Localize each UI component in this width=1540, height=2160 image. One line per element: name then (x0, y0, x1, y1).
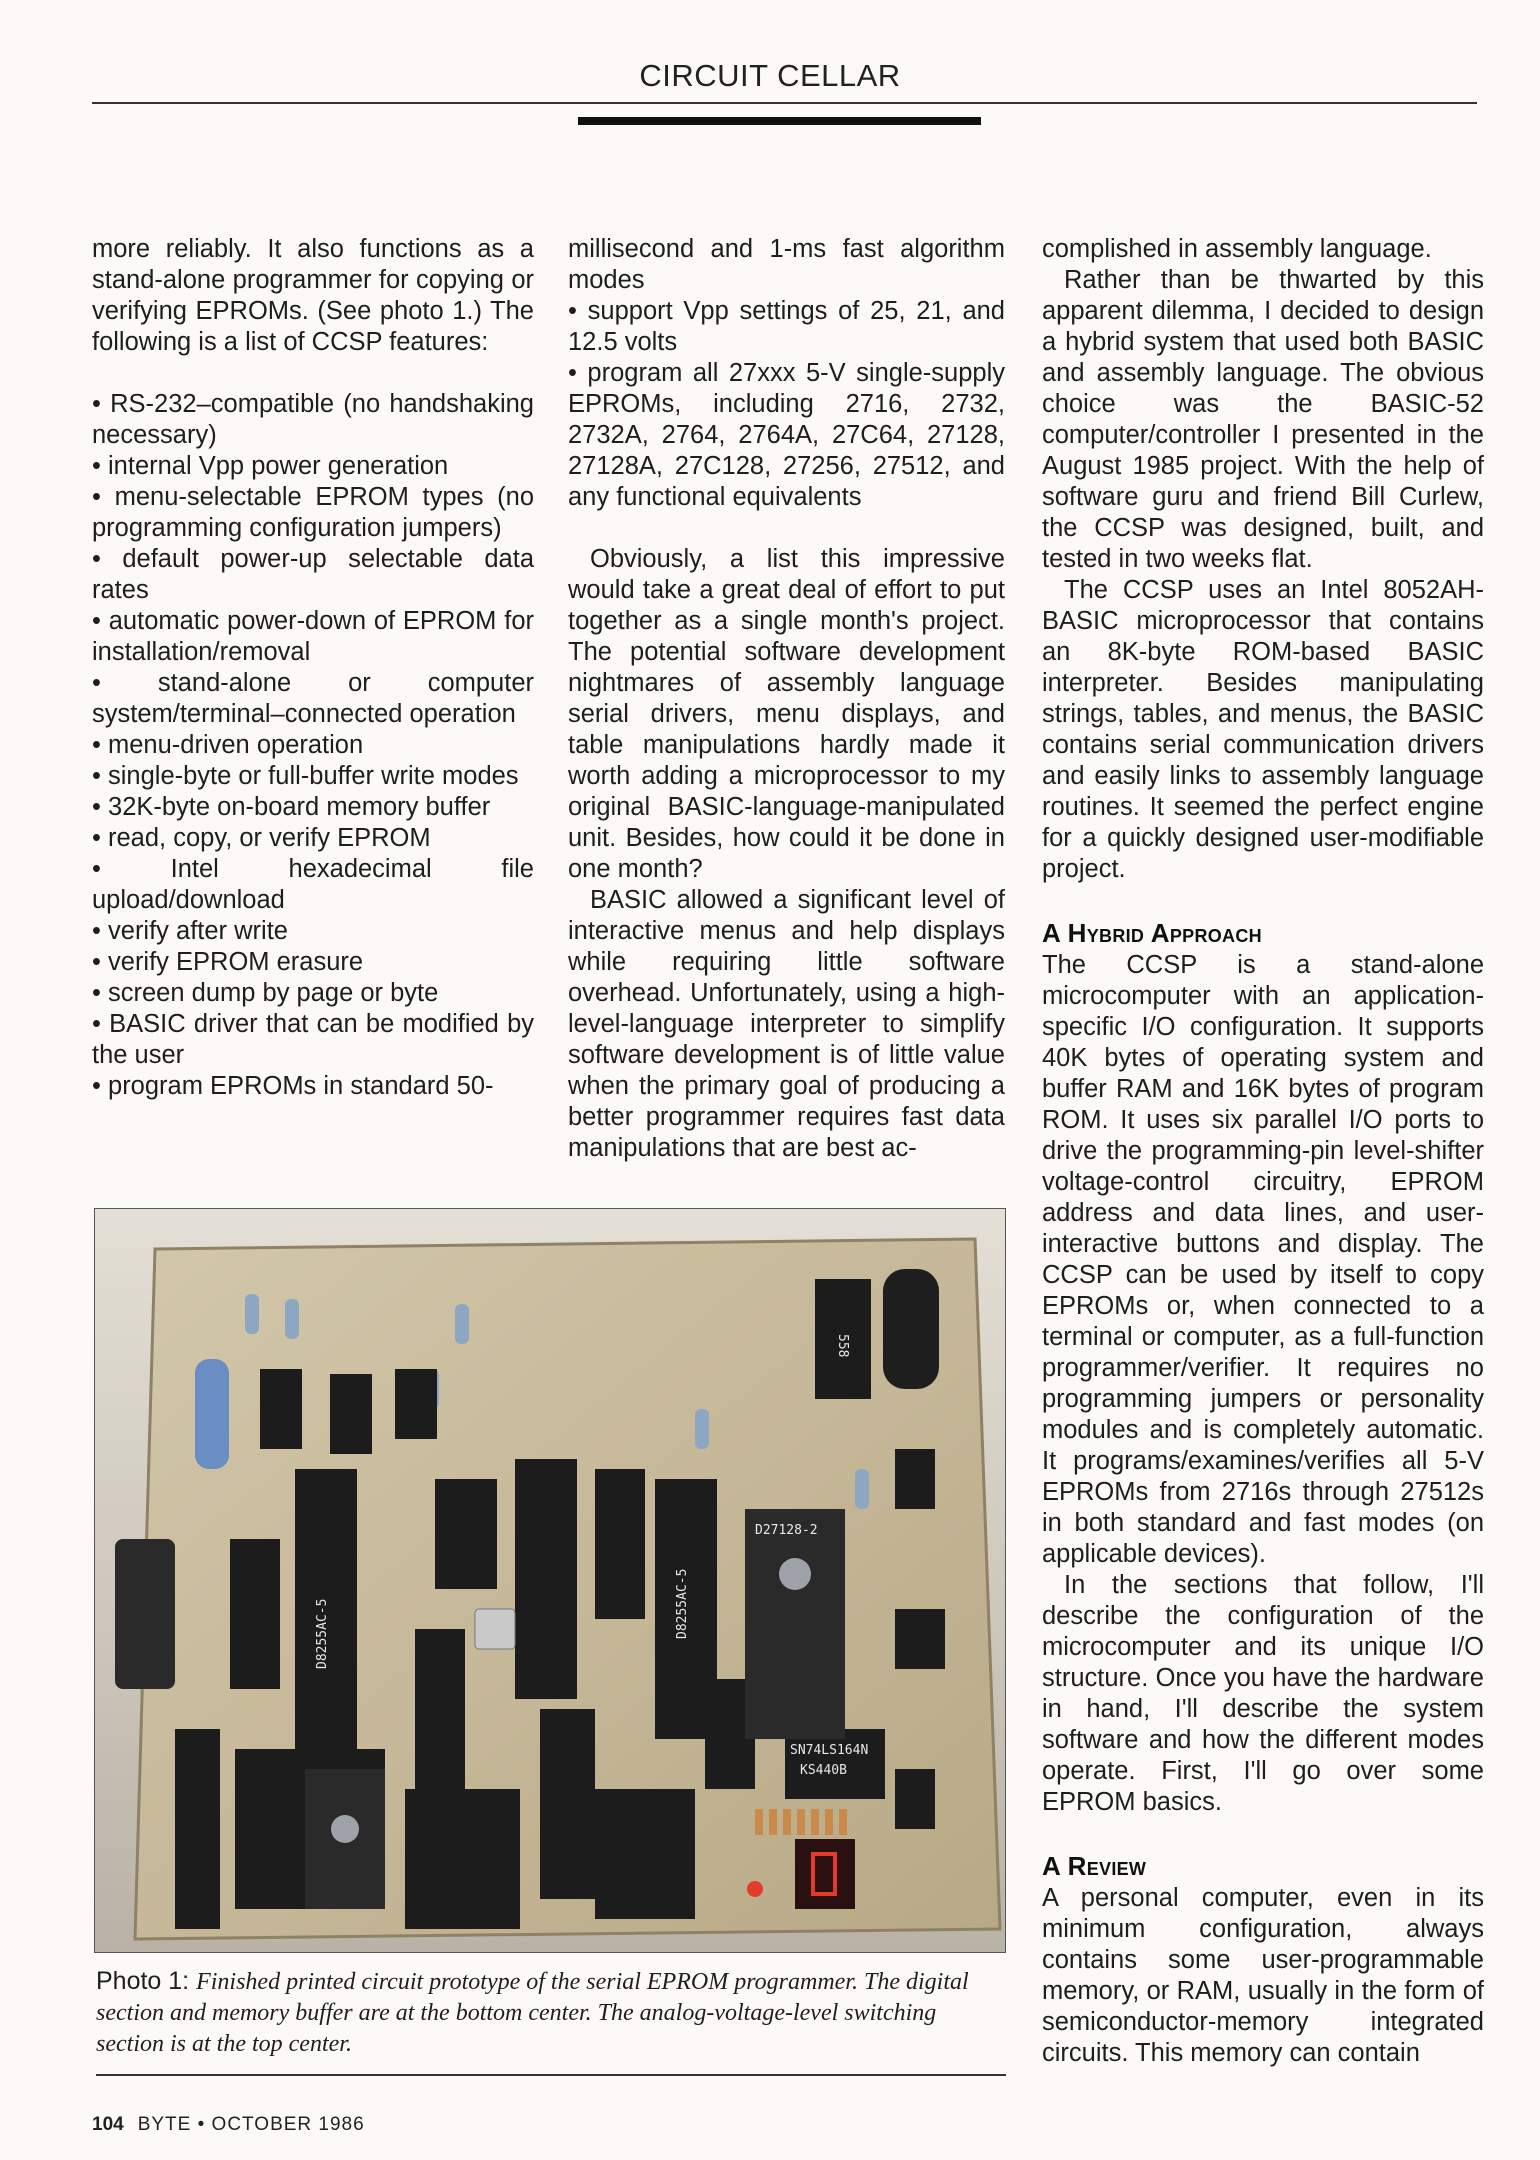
chip (595, 1789, 695, 1919)
electrolytic-capacitor (195, 1359, 229, 1469)
chip (540, 1709, 595, 1899)
status-led (747, 1881, 763, 1897)
feature-item: • Intel hexadecimal file upload/download (92, 855, 534, 914)
feature-item: • RS-232–compatible (no handshaking necessary) (92, 390, 534, 449)
publication-info: BYTE • OCTOBER 1986 (137, 2114, 365, 2135)
body-paragraph: A personal computer, even in its minimum configuration, always contains some user-programmable memory, or RAM, usually in the form of semiconductor-memory integrated circuits. This memory can contain (1042, 1884, 1484, 2067)
circuit-board-photo (94, 1208, 1006, 1953)
feature-item: • stand-alone or computer system/terminal–connected operation (92, 669, 534, 728)
body-paragraph: Obviously, a list this impressive would take a great deal of effort to put together as a single month's project. The potential software development nightmares of assembly language serial drivers, menu displays, and table manipulations hardly made it worth adding a microprocessor to my original BASIC-language-manipulated unit. Besides, how could it be done in one month? (568, 545, 1005, 883)
body-paragraph: The CCSP is a stand-alone microcomputer with an application-specific I/O configuration. It supports 40K bytes of operating system and buffer RAM and 16K bytes of program ROM. It uses six parallel I/O ports to drive the programming-pin level-shifter voltage-control circuitry, EPROM address and data lines, and user-interactive buttons and display. The CCSP can be used by itself to copy EPROMs or, when connected to a terminal or computer, as a full-function programmer/verifier. It requires no programming jumpers or personality modules and is completely automatic. It programs/examines/verifies all 5-V EPROMs from 2716s through 27512s in both standard and fast modes (on applicable devices). (1042, 951, 1484, 1568)
caption-text: Finished printed circuit prototype of the serial EPROM programmer. The digital section and memory buffer are at the bottom center. The analog-voltage-level switching section is at the top center. (96, 1969, 969, 2057)
feature-item: • automatic power-down of EPROM for installation/removal (92, 607, 534, 666)
chip (230, 1539, 280, 1689)
feature-item: • program EPROMs in standard 50- (92, 1072, 494, 1100)
body-paragraph: In the sections that follow, I'll describe the configuration of the microcomputer and its unique I/O structure. Once you have the hardware in hand, I'll describe the system software and how the different modes operate. First, I'll go over some EPROM basics. (1042, 1571, 1484, 1816)
crystal (475, 1609, 515, 1649)
feature-item: • 32K-byte on-board memory buffer (92, 793, 491, 821)
feature-item: • verify EPROM erasure (92, 948, 364, 976)
page-footer (92, 2114, 365, 2136)
feature-item: • read, copy, or verify EPROM (92, 824, 431, 852)
feature-item: • verify after write (92, 917, 288, 945)
section-heading-review: A Review (1042, 1851, 1147, 1881)
caption-lead: Photo 1: (96, 1967, 197, 1995)
feature-item: • single-byte or full-buffer write modes (92, 762, 519, 790)
chip (515, 1459, 577, 1699)
circuit-board-illustration (95, 1209, 1005, 1952)
chip (175, 1729, 220, 1849)
chip (895, 1449, 935, 1509)
chip (260, 1369, 302, 1449)
section-heading-hybrid: A Hybrid Approach (1042, 918, 1262, 948)
chip-label: KS440B (800, 1763, 847, 1778)
feature-item: • internal Vpp power generation (92, 452, 449, 480)
chip (405, 1789, 520, 1929)
chip-label: 558 (835, 1334, 850, 1358)
header-rule (92, 102, 1477, 104)
body-paragraph: Rather than be thwarted by this apparent dilemma, I decided to design a hybrid system that used both BASIC and assembly language. The obvious choice was the BASIC-52 computer/controller I presented in the August 1985 project. With the help of software guru and friend Bill Curlew, the CCSP was designed, built, and tested in two weeks flat. (1042, 266, 1484, 573)
feature-item: • support Vpp settings of 25, 21, and 12.5 volts (568, 297, 1005, 356)
serial-connector (115, 1539, 175, 1689)
eprom-chip (745, 1509, 845, 1739)
led-display (795, 1839, 855, 1909)
chip-label: D27128-2 (755, 1523, 818, 1538)
feature-item: • program all 27xxx 5-V single-supply EPROMs, including 2716, 2732, 2732A, 2764, 2764A, 27C64, 27128, 27128A, 27C128, 27256, 27512, and any functional equivalents (568, 359, 1005, 511)
column-2 (568, 234, 1005, 1164)
eprom-window (779, 1558, 811, 1590)
photo-caption (96, 1966, 1006, 2060)
chip (895, 1769, 935, 1829)
body-paragraph: The CCSP uses an Intel 8052AH-BASIC microprocessor that contains an 8K-byte ROM-based BASIC interpreter. Besides manipulating strings, tables, and menus, the BASIC contains serial communication drivers and easily links to assembly language routines. It seemed the perfect engine for a quickly designed user-modifiable project. (1042, 576, 1484, 883)
chip-label: D8255AC-5 (315, 1598, 330, 1669)
section-title: CIRCUIT CELLAR (639, 58, 901, 93)
feature-item: • screen dump by page or byte (92, 979, 439, 1007)
feature-item: • menu-driven operation (92, 731, 364, 759)
chip (330, 1374, 372, 1454)
large-capacitor (883, 1269, 939, 1389)
feature-item: • BASIC driver that can be modified by the user (92, 1010, 534, 1069)
chip (395, 1369, 437, 1439)
body-paragraph: BASIC allowed a significant level of interactive menus and help displays while requiring little software overhead. Unfortunately, using a high-level-language interpreter to simplify software development is of little value when the primary goal of producing a better programmer requires fast data manipulations that are best ac- (568, 886, 1005, 1162)
header-accent-bar (578, 117, 981, 125)
column-1 (92, 234, 534, 1102)
chip (895, 1609, 945, 1669)
chip (175, 1849, 220, 1929)
chip-label: D8255AC-5 (675, 1568, 690, 1639)
eprom-window (331, 1815, 359, 1843)
column-3 (1042, 234, 1484, 2069)
chip (435, 1479, 497, 1589)
chip (595, 1469, 645, 1619)
chip (415, 1629, 465, 1789)
body-paragraph: complished in assembly language. (1042, 235, 1432, 263)
feature-item: millisecond and 1-ms fast algorithm modes (568, 235, 1005, 294)
caption-rule (96, 2074, 1006, 2076)
intro-paragraph: more reliably. It also functions as a stand-alone programmer for copying or verifying EPROMs. (See photo 1.) The following is a list of CCSP features: (92, 235, 534, 356)
chip-label: SN74LS164N (790, 1743, 869, 1758)
feature-item: • default power-up selectable data rates (92, 545, 534, 604)
feature-item: • menu-selectable EPROM types (no programming configuration jumpers) (92, 483, 534, 542)
page-number: 104 (92, 2114, 124, 2135)
